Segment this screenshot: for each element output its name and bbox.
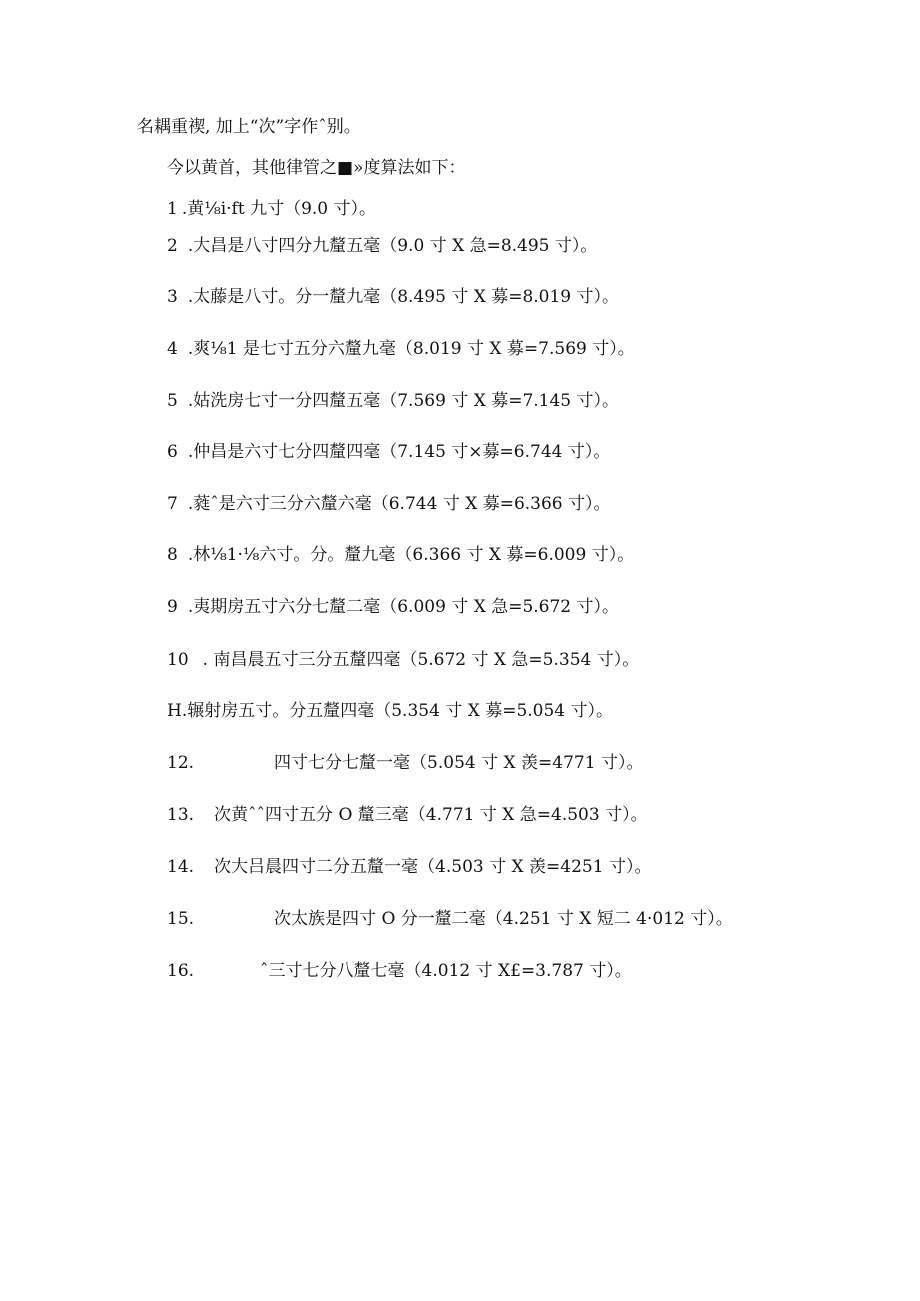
- list-item: [167, 235, 597, 257]
- item-text: 次黄ˆˆ四寸五分 O 釐三毫（4.771 寸 X 急=4.503 寸）。: [214, 805, 648, 825]
- item-text: 次大吕晨四寸二分五釐一毫（4.503 寸 X 羡=4251 寸）。: [214, 857, 652, 877]
- item-number: 12.: [167, 753, 195, 773]
- list-item: [167, 441, 610, 463]
- item-text: 次太族是四寸 O 分一釐二毫（4.251 寸 X 短二 4·012 寸）。: [274, 909, 733, 929]
- list-item: [167, 908, 733, 930]
- item-number: 9: [167, 597, 178, 617]
- item-text: .姑洗房七寸一分四釐五毫（7.569 寸 X 募=7.145 寸）。: [187, 391, 620, 411]
- item-number: 13.: [167, 805, 195, 825]
- item-number: 2: [167, 236, 178, 256]
- list-item: [167, 390, 619, 412]
- list-item: [167, 286, 619, 308]
- item-text: . 南昌晨五寸三分五釐四毫（5.672 寸 X 急=5.354 寸）。: [202, 650, 640, 670]
- item-text: .林⅛1·⅛六寸。分。釐九毫（6.366 寸 X 募=6.009 寸）。: [187, 545, 635, 565]
- item-text: .爽⅛1 是七寸五分六釐九毫（8.019 寸 X 募=7.569 寸）。: [187, 339, 635, 359]
- item-number: 15.: [167, 909, 195, 929]
- item-number: 1: [167, 199, 178, 219]
- list-item: [167, 804, 648, 826]
- intro-line: 名耦重禊, 加上“次”字作ˆ别。: [137, 117, 361, 137]
- item-text: .蕤ˆ是六寸三分六釐六毫（6.744 寸 X 募=6.366 寸）。: [187, 494, 611, 514]
- list-item: [167, 596, 619, 618]
- method-line: 今以黄首，其他律管之■»度算法如下：: [167, 158, 466, 178]
- item-text: 四寸七分七釐一毫（5.054 寸 X 羡=4771 寸）。: [274, 753, 644, 773]
- list-item: [167, 544, 634, 566]
- item-text: 辗射房五寸。分五釐四毫（5.354 寸 X 募=5.054 寸）。: [187, 701, 614, 721]
- item-number: H.: [167, 701, 188, 721]
- item-number: 14.: [167, 857, 195, 877]
- list-item: [167, 700, 613, 722]
- item-number: 4: [167, 339, 178, 359]
- item-text: .太藤是八寸。分一釐九毫（8.495 寸 X 募=8.019 寸）。: [187, 287, 620, 307]
- item-number: 16.: [167, 961, 195, 981]
- item-text: .夷期房五寸六分七釐二毫（6.009 寸 X 急=5.672 寸）。: [187, 597, 620, 617]
- item-number: 8: [167, 545, 178, 565]
- list-item: [167, 752, 643, 774]
- item-text: .黄⅛i·ft 九寸（9.0 寸）。: [181, 199, 377, 219]
- item-text: ˆ三寸七分八釐七毫（4.012 寸 X£=3.787 寸）。: [260, 961, 632, 981]
- list-item: [167, 493, 611, 515]
- list-item: [167, 960, 632, 982]
- item-text: .仲昌是六寸七分四釐四毫（7.145 寸×募=6.744 寸）。: [187, 442, 611, 462]
- item-text: .大昌是八寸四分九釐五毫（9.0 寸 X 急=8.495 寸）。: [187, 236, 598, 256]
- item-number: 7: [167, 494, 178, 514]
- item-number: 5: [167, 391, 178, 411]
- list-item: [167, 856, 651, 878]
- list-item: [167, 649, 639, 671]
- list-item: [167, 338, 635, 360]
- item-number: 3: [167, 287, 178, 307]
- item-number: 6: [167, 442, 178, 462]
- list-item: [167, 198, 376, 220]
- item-number: 10: [167, 650, 189, 670]
